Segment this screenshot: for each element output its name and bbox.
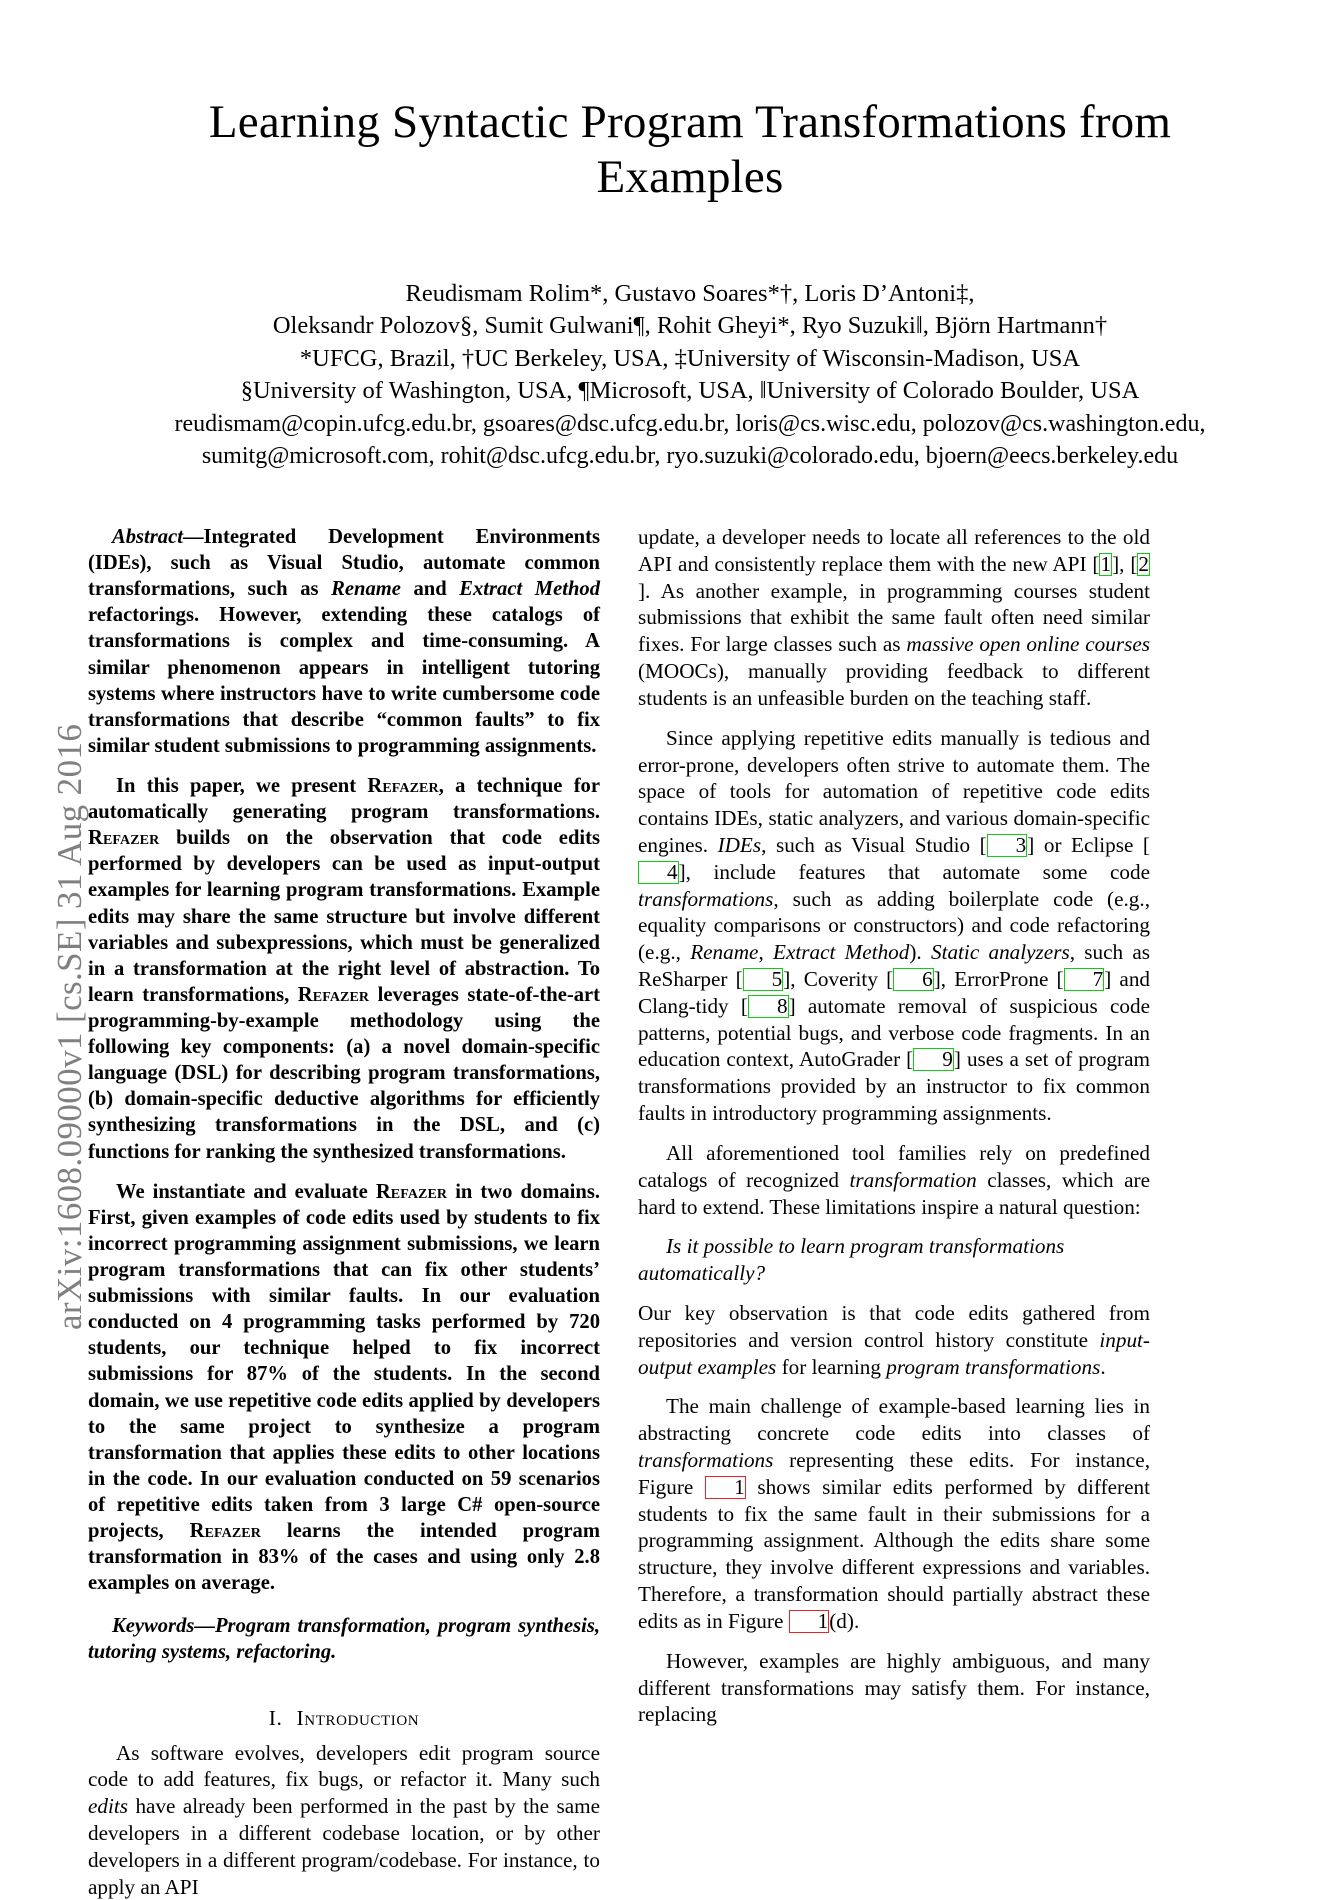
- abstract-p1-a: —Integrated Development Environments (IDEs), such as Visual Studio, automate common transformations, such as: [88, 526, 600, 601]
- figure-link-2[interactable]: 1: [789, 1610, 830, 1633]
- citation-link-9[interactable]: 9: [913, 1048, 954, 1071]
- research-question: Is it possible to learn program transformations automatically?: [638, 1234, 1065, 1286]
- r-p1-d: (MOOCs), manually providing feedback to different students is an unfeasible burden on the teaching staff.: [638, 659, 1150, 710]
- r-p3-em1: transformation: [849, 1167, 977, 1192]
- abstract-p2-a: In this paper, we present: [116, 774, 368, 797]
- spacer: [88, 1165, 600, 1179]
- r-p2-d: ], include features that automate some code: [678, 859, 1150, 884]
- right-paragraph-2: [638, 725, 1150, 1127]
- r-p2-i: ], Coverity [: [783, 967, 894, 991]
- body-columns: [88, 524, 1151, 1899]
- citation-link-8[interactable]: 8: [748, 995, 789, 1018]
- keywords-label: Keywords: [112, 1615, 195, 1638]
- abstract-p3-a: We instantiate and evaluate: [116, 1180, 376, 1203]
- r-p2-b: , such as Visual Studio [: [761, 832, 987, 857]
- r-p2-em5: Static analyzers: [930, 940, 1070, 965]
- r-p2-g: ).: [909, 940, 931, 965]
- email-block: [150, 409, 1230, 472]
- left-column: [88, 524, 600, 1900]
- section-numeral: I.: [268, 1705, 283, 1730]
- r-p2-a: Since applying repetitive edits manually is tedious and error-prone, developers often strive to automate them. The space of tools for automation of repetitive code edits contains IDEs, static analyzers, and various domain-specific engines.: [638, 725, 1150, 857]
- abstract-p1-em2: Extract Method: [459, 578, 600, 601]
- right-paragraph-6: However, examples are highly ambiguous, and many different transformations may satisfy them. For instance, replacing: [638, 1648, 1150, 1727]
- r-p2-f: ,: [758, 940, 774, 965]
- r-p4-b: for learning: [776, 1354, 887, 1379]
- citation-link-3[interactable]: 3: [987, 834, 1028, 857]
- spacer: [638, 1127, 1150, 1140]
- abstract-paragraph-3: [88, 1179, 600, 1597]
- intro-p1-a: As software evolves, developers edit program source code to add features, fix bugs, or refactor it. Many such: [88, 1740, 600, 1792]
- r-p5-a: The main challenge of example-based learning lies in abstracting concrete code edits into classes of: [638, 1394, 1150, 1446]
- affiliation-block: [150, 343, 1230, 407]
- r-p2-e: , such as adding boilerplate code (e.g., equality comparisons or constructors) and code refactoring (e.g.,: [638, 886, 1150, 965]
- r-p2-em4: Extract Method: [773, 940, 910, 965]
- abstract-p3-b: in two domains. First, given examples of code edits used by students to fix incorrect programming assignment submissions, we learn program transformations that can fix other students’ submissions with similar faults. In our evaluation conducted on 4 programming tasks performed by 720 students, our technique helped to fix incorrect submissions for 87% of the students. In the second domain, we use repetitive code edits applied by developers to the same project to synthesize a program transformation that applies these edits to other locations in the code. In our evaluation conducted on 59 scenarios of repetitive edits taken from 3 large C# open-source projects,: [88, 1180, 601, 1543]
- r-p4-em1: input-output examples: [638, 1327, 1150, 1379]
- figure-link-1[interactable]: 1: [705, 1476, 746, 1499]
- author-line-1: Reudismam Rolim*, Gustavo Soares*†, Loris D’Antoni‡,: [405, 280, 975, 307]
- abstract-p1-em1: Rename: [331, 578, 401, 601]
- r-p1-em1: massive open online courses: [906, 632, 1150, 657]
- affiliation-line-1: *UFCG, Brazil, †UC Berkeley, USA, ‡University of Wisconsin-Madison, USA: [299, 344, 1081, 372]
- r-p5-em1: transformations: [638, 1448, 774, 1472]
- spacer: [638, 1380, 1150, 1393]
- spacer: [638, 1220, 1150, 1233]
- citation-link-5[interactable]: 5: [743, 968, 784, 991]
- r-p2-k: ] and Clang-tidy [: [638, 967, 1151, 1018]
- r-p1-c: ]. As another example, in programming courses student submissions that exhibit the same fault often need similar fixes. For large classes such as: [638, 578, 1150, 657]
- spacer: [638, 1635, 1150, 1648]
- r-p2-em3: Rename: [690, 940, 759, 965]
- refazer-name: Refazer: [88, 827, 160, 850]
- abstract-p1-b: and: [400, 578, 460, 601]
- page-title: Learning Syntactic Program Transformations from Examples: [208, 96, 1172, 204]
- author-line-2: Oleksandr Polozov§, Sumit Gulwani¶, Rohit Gheyi*, Ryo Suzuki‖, Björn Hartmann†: [272, 311, 1108, 339]
- intro-p1-b: have already been performed in the past by the same developers in a different codebase location, or by other developers in a different program/codebase. For instance, to apply an API: [88, 1794, 600, 1899]
- r-p2-em1: IDEs: [717, 832, 762, 857]
- citation-link-6[interactable]: 6: [893, 968, 934, 991]
- r-p2-l: ] automate removal of suspicious code patterns, potential bugs, and verbose code fragments. In an education context, AutoGrader [: [638, 993, 1151, 1072]
- intro-p1-em: edits: [88, 1794, 129, 1819]
- author-block: [150, 278, 1230, 473]
- r-p2-em2: transformations: [638, 886, 774, 911]
- right-column: [638, 524, 1150, 1728]
- r-p3-b: classes, which are hard to extend. These limitations inspire a natural question:: [638, 1167, 1150, 1219]
- keywords-paragraph: [88, 1613, 600, 1665]
- r-p5-c: shows similar edits performed by different students to fix the same fault in their submissions for a programming assignment. Although the edits share some structure, they involve different expressions and variables. Therefore, a transformation should partially abstract these edits as in Figure: [638, 1474, 1150, 1633]
- citation-link-7[interactable]: 7: [1064, 968, 1105, 991]
- refazer-name: Refazer: [367, 774, 439, 797]
- citation-link-1[interactable]: 1: [1100, 551, 1112, 576]
- r-p4-c: .: [1100, 1354, 1106, 1379]
- citation-link-4[interactable]: 4: [638, 861, 679, 884]
- abstract-p2-b: , a technique for automatically generating program transformations.: [88, 774, 600, 824]
- r-p4-a: Our key observation is that code edits gathered from repositories and version control history constitute: [638, 1300, 1150, 1352]
- email-line-1: reudismam@copin.ufcg.edu.br, gsoares@dsc.ufcg.edu.br, loris@cs.wisc.edu, polozov@cs.washington.edu,: [174, 411, 1206, 438]
- arxiv-stamp-text: arXiv:1608.09000v1 [cs.SE] 31 Aug 2016: [50, 723, 89, 1330]
- section-heading-introduction: [88, 1706, 600, 1731]
- spacer: [638, 1287, 1150, 1300]
- affiliation-line-2: §University of Washington, USA, ¶Microsoft, USA, ‖University of Colorado Boulder, USA: [240, 376, 1140, 404]
- refazer-name: Refazer: [297, 983, 370, 1006]
- right-paragraph-1: [638, 524, 1150, 712]
- r-p5-d: (d).: [829, 1608, 860, 1633]
- abstract-p3-c: learns the intended program transformation in 83% of the cases and using only 2.8 examples on average.: [88, 1520, 600, 1595]
- refazer-name: Refazer: [189, 1520, 261, 1543]
- spacer: [638, 712, 1150, 725]
- r-p1-a: update, a developer needs to locate all references to the old API and consistently replace them with the new API [: [638, 525, 1150, 576]
- keywords-text: —Program transformation, program synthesis, tutoring systems, refactoring.: [88, 1615, 600, 1664]
- abstract-p1-c: refactorings. However, extending these catalogs of transformations is complex and time-consuming. A similar phenomenon appears in intelligent tutoring systems where instructors have to write cumbersome code transformations that describe “common faults” to fix similar student submissions to programming assignments.: [88, 604, 600, 757]
- r-p5-b: representing these edits. For instance, Figure: [638, 1448, 1150, 1499]
- abstract-p2-c: builds on the observation that code edits performed by developers can be used as input-output examples for learning program transformations. Example edits may share the same structure but involve different variables and subexpressions, which must be generalized in a transformation at the right level of abstraction. To learn transformations,: [88, 827, 600, 1006]
- abstract-paragraph-1: [88, 524, 600, 759]
- section-title: Introduction: [296, 1705, 420, 1730]
- citation-link-2[interactable]: 2: [1138, 551, 1149, 576]
- refazer-name: Refazer: [375, 1180, 448, 1203]
- right-paragraph-5: [638, 1393, 1150, 1634]
- title-block: [150, 95, 1230, 206]
- r-p2-m: ] uses a set of program transformations provided by an instructor to fix common faults in introductory programming assignments.: [638, 1047, 1150, 1126]
- abstract-p2-d: leverages state-of-the-art programming-by-example methodology using the following key components: (a) a novel domain-specific language (DSL) for describing program transformations, (b) domain-specific deductive algorithms for efficiently synthesizing transformations in the DSL, and (c) functions for ranking the synthesized transformations.: [88, 983, 600, 1163]
- r-p4-em2: program transformations: [886, 1354, 1101, 1379]
- r-p2-h: , such as ReSharper [: [638, 940, 1150, 991]
- r-p3-a: All aforementioned tool families rely on predefined catalogs of recognized: [638, 1140, 1150, 1192]
- abstract-label: Abstract: [112, 526, 183, 548]
- r-p1-b: ], [: [1112, 551, 1138, 576]
- r-p2-c: ] or Eclipse [: [1027, 832, 1150, 857]
- intro-paragraph-1: [88, 1740, 600, 1900]
- abstract-paragraph-2: [88, 773, 600, 1165]
- r-p2-j: ], ErrorProne [: [933, 967, 1064, 991]
- right-paragraph-4: [638, 1300, 1150, 1380]
- email-line-2: sumitg@microsoft.com, rohit@dsc.ufcg.edu.br, ryo.suzuki@colorado.edu, bjoern@eecs.berkeley.edu: [201, 443, 1179, 470]
- spacer: [88, 759, 600, 773]
- right-paragraph-3: [638, 1140, 1150, 1220]
